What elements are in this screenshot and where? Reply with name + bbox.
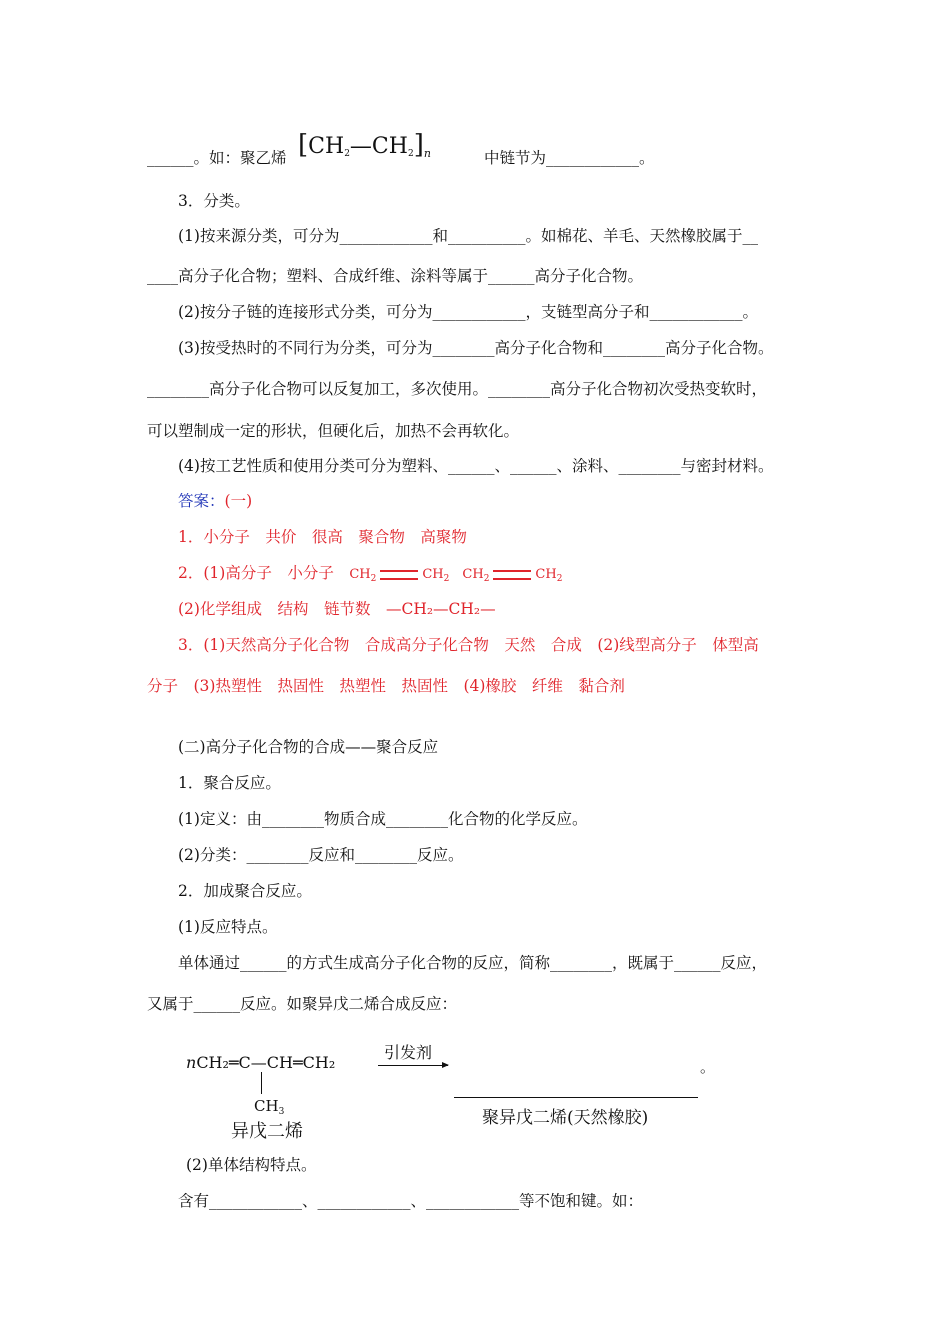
methyl-group xyxy=(254,1097,284,1117)
text-line-2: 3．分类。 xyxy=(178,192,250,210)
text-line-7: ________高分子化合物可以反复加工，多次使用。________高分子化合物初次受热变软时， xyxy=(147,380,768,398)
monomer-name: 异戊二烯 xyxy=(231,1121,303,1142)
methyl-bond xyxy=(261,1072,262,1094)
reaction-arrow xyxy=(378,1065,448,1066)
reaction-n: n xyxy=(186,1053,197,1072)
answer-line-1: 1．小分子 共价 很高 聚合物 高聚物 xyxy=(178,528,467,546)
formula-sub-2: 2 xyxy=(407,149,414,159)
answer-line-5: 分子 (3)热塑性 热固性 热塑性 热固性 (4)橡胶 纤维 黏合剂 xyxy=(147,677,625,695)
answer-line-2 xyxy=(178,563,562,589)
section-2-title: (二)高分子化合物的合成——聚合反应 xyxy=(178,738,439,756)
product-blank-line xyxy=(454,1097,698,1098)
catalyst-label: 引发剂 xyxy=(384,1043,433,1062)
ch2-b: CH xyxy=(422,567,444,582)
methyl-sub: 3 xyxy=(278,1107,285,1117)
formula-close-bracket: ] xyxy=(413,130,424,160)
text-line-1-prefix: ______。如：聚乙烯 xyxy=(147,149,287,167)
ch2-a: CH xyxy=(349,567,371,582)
formula-unit-1: CH xyxy=(308,134,345,159)
methyl-ch: CH xyxy=(254,1097,279,1115)
section-2-line-5: (1)反应特点。 xyxy=(178,918,278,936)
reaction-period: 。 xyxy=(700,1058,716,1076)
formula-sub-1: 2 xyxy=(344,149,350,159)
section-2-line-1: 1．聚合反应。 xyxy=(178,774,281,792)
answer-header xyxy=(178,491,252,511)
text-line-1-suffix: 中链节为____________。 xyxy=(484,149,655,167)
formula-unit-2: CH xyxy=(371,134,408,159)
section-2-line-9: 含有____________、____________、____________等不饱和键。如： xyxy=(178,1192,644,1210)
section-2-line-8: (2)单体结构特点。 xyxy=(186,1156,317,1174)
text-line-6: (3)按受热时的不同行为分类，可分为________高分子化合物和________高分子化合物。 xyxy=(178,339,774,357)
text-line-3: (1)按来源分类，可分为____________和__________。如棉花、羊毛、天然橡胶属于__ xyxy=(178,227,758,245)
product-name: 聚异戊二烯(天然橡胶) xyxy=(482,1108,649,1128)
text-line-8: 可以塑制成一定的形状，但硬化后，加热不会再软化。 xyxy=(147,422,520,440)
reaction-monomer xyxy=(186,1053,335,1072)
answer-line-3: (2)化学组成 结构 链节数 —CH₂—CH₂— xyxy=(178,600,496,618)
formula-bond: — xyxy=(349,134,372,159)
text-line-4: ____高分子化合物；塑料、合成纤维、涂料等属于______高分子化合物。 xyxy=(147,267,644,285)
ch2-d: CH xyxy=(535,567,557,582)
ch2-a-sub: 2 xyxy=(370,574,377,584)
ch2-c: CH xyxy=(462,567,484,582)
text-line-5: (2)按分子链的连接形式分类，可分为____________，支链型高分子和____________。 xyxy=(178,303,758,321)
answer-line-2-text: 2．(1)高分子 小分子 xyxy=(178,564,350,582)
formula-n: n xyxy=(423,147,431,160)
section-2-line-4: 2．加成聚合反应。 xyxy=(178,882,312,900)
section-2-line-6: 单体通过______的方式生成高分子化合物的反应，简称________，既属于______反应， xyxy=(178,954,768,972)
double-bond-2 xyxy=(493,570,531,580)
ch2-b-sub: 2 xyxy=(443,574,450,584)
section-2-line-7: 又属于______反应。如聚异戊二烯合成反应： xyxy=(147,995,458,1013)
double-bond-1 xyxy=(380,570,418,580)
answer-label: 答案： xyxy=(178,492,225,510)
formula-open-bracket: [ xyxy=(298,130,309,160)
monomer-formula: CH₂═C—CH═CH₂ xyxy=(196,1053,336,1072)
text-line-9: (4)按工艺性质和使用分类可分为塑料、______、______、涂料、________与密封材料。 xyxy=(178,457,774,475)
answer-section: (一) xyxy=(224,492,253,510)
section-2-line-2: (1)定义：由________物质合成________化合物的化学反应。 xyxy=(178,810,588,828)
polyethylene-formula xyxy=(298,130,431,169)
answer-line-4: 3．(1)天然高分子化合物 合成高分子化合物 天然 合成 (2)线型高分子 体型高 xyxy=(178,636,759,654)
section-2-line-3: (2)分类：________反应和________反应。 xyxy=(178,846,464,864)
ch2-d-sub: 2 xyxy=(556,574,563,584)
ch2-c-sub: 2 xyxy=(483,574,490,584)
